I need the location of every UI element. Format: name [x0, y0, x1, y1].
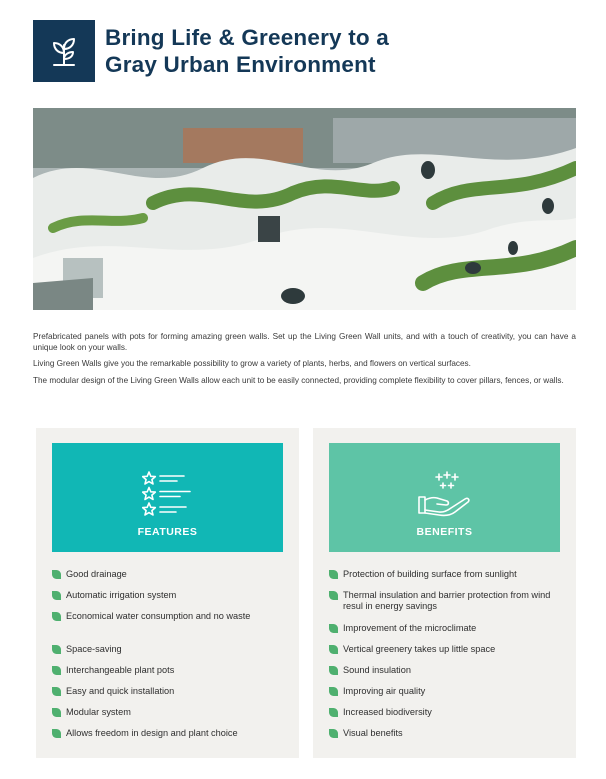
list-item: Easy and quick installation — [52, 686, 174, 697]
list-item: Allows freedom in design and plant choice — [52, 728, 238, 739]
leaf-bullet-icon — [52, 687, 61, 696]
features-label: FEATURES — [137, 526, 198, 538]
list-item: Economical water consumption and no waste — [52, 611, 250, 622]
leaf-bullet-icon — [329, 666, 338, 675]
benefits-panel — [313, 428, 576, 758]
leaf-bullet-icon — [329, 645, 338, 654]
sprout-icon — [33, 20, 95, 82]
list-item: Automatic irrigation system — [52, 590, 176, 601]
page-title — [105, 24, 389, 78]
list-item: Modular system — [52, 707, 131, 718]
hand-sparkle-icon — [417, 471, 473, 517]
intro-paragraph-3: The modular design of the Living Green Walls allow each unit to be easily connected, providing complete flexibility to cover pillars, fences, or walls. — [33, 375, 564, 385]
leaf-bullet-icon — [52, 666, 61, 675]
star-list-icon — [142, 471, 194, 517]
benefits-label: BENEFITS — [416, 526, 473, 538]
page-header — [33, 20, 389, 82]
list-item: Increased biodiversity — [329, 707, 432, 718]
intro-text — [33, 332, 576, 392]
intro-paragraph-2: Living Green Walls give you the remarkable possibility to grow a variety of plants, herbs, and flowers on vertical surfaces. — [33, 359, 471, 368]
leaf-bullet-icon — [52, 729, 61, 738]
benefits-card — [329, 443, 560, 552]
title-line-1: Bring Life & Greenery to a — [105, 25, 390, 50]
leaf-bullet-icon — [329, 708, 338, 717]
leaf-bullet-icon — [329, 729, 338, 738]
hero-photo — [33, 108, 576, 310]
list-item: Protection of building surface from sunlight — [329, 569, 517, 580]
list-item: Visual benefits — [329, 728, 403, 739]
leaf-bullet-icon — [52, 708, 61, 717]
list-item: Sound insulation — [329, 665, 411, 676]
leaf-bullet-icon — [52, 645, 61, 654]
leaf-bullet-icon — [52, 591, 61, 600]
list-item: Improving air quality — [329, 686, 425, 697]
leaf-bullet-icon — [329, 591, 338, 600]
features-card — [52, 443, 283, 552]
list-item: Improvement of the microclimate — [329, 623, 476, 634]
leaf-bullet-icon — [52, 612, 61, 621]
intro-paragraph-1: Prefabricated panels with pots for forming amazing green walls. Set up the Living Green Wall units, and with a touch of creativity, you can have a unique look on your walls. — [33, 332, 576, 352]
list-item: Vertical greenery takes up little space — [329, 644, 495, 655]
leaf-bullet-icon — [329, 624, 338, 633]
list-item: Good drainage — [52, 569, 127, 580]
title-line-2: Gray Urban Environment — [105, 52, 376, 77]
list-item: Interchangeable plant pots — [52, 665, 174, 676]
leaf-bullet-icon — [52, 570, 61, 579]
list-item: Space-saving — [52, 644, 122, 655]
features-panel — [36, 428, 299, 758]
leaf-bullet-icon — [329, 570, 338, 579]
list-item: Thermal insulation and barrier protection from wind resul in energy savings — [329, 590, 564, 612]
leaf-bullet-icon — [329, 687, 338, 696]
